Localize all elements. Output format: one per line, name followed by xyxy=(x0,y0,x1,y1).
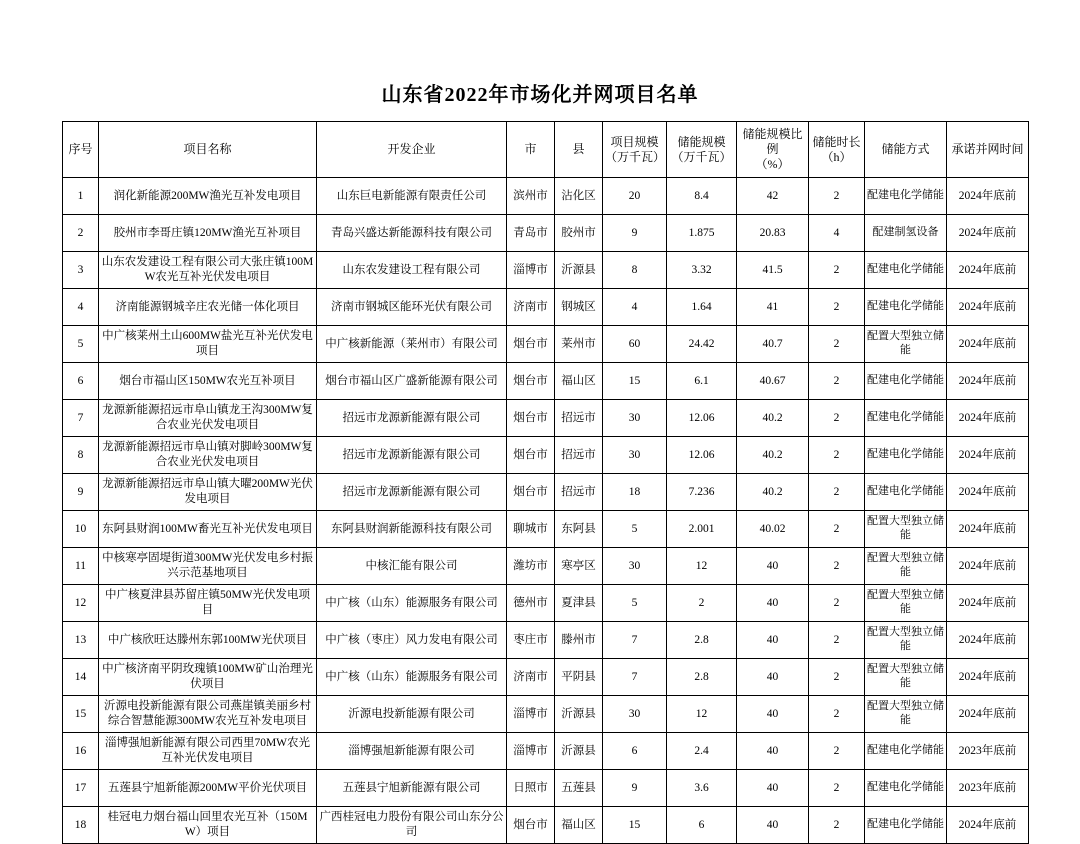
cell-index: 4 xyxy=(63,289,99,326)
cell-index: 10 xyxy=(63,511,99,548)
cell-storage-mode: 配建电化学储能 xyxy=(865,733,947,770)
cell-index: 3 xyxy=(63,252,99,289)
cell-project-scale: 5 xyxy=(603,585,667,622)
cell-storage-mode: 配置大型独立储能 xyxy=(865,548,947,585)
cell-storage-mode: 配建电化学储能 xyxy=(865,252,947,289)
table-row xyxy=(63,770,1029,807)
cell-index: 2 xyxy=(63,215,99,252)
cell-county: 福山区 xyxy=(555,807,603,844)
column-header-project-scale-line2: （万千瓦） xyxy=(605,149,666,164)
cell-storage-mode: 配建电化学储能 xyxy=(865,770,947,807)
cell-promise-time: 2024年底前 xyxy=(947,511,1029,548)
column-header-storage-mode xyxy=(865,122,947,178)
cell-city: 烟台市 xyxy=(507,400,555,437)
cell-city: 淄博市 xyxy=(507,733,555,770)
project-listing-table xyxy=(62,121,1029,844)
cell-project-name: 中广核济南平阴玫瑰镇100MW矿山治理光伏项目 xyxy=(99,659,317,696)
cell-developer: 济南市钢城区能环光伏有限公司 xyxy=(317,289,507,326)
cell-project-name: 中广核莱州土山600MW盐光互补光伏发电项目 xyxy=(99,326,317,363)
table-row xyxy=(63,437,1029,474)
column-header-county xyxy=(555,122,603,178)
cell-city: 淄博市 xyxy=(507,252,555,289)
cell-index: 5 xyxy=(63,326,99,363)
cell-promise-time: 2024年底前 xyxy=(947,585,1029,622)
cell-index: 11 xyxy=(63,548,99,585)
cell-storage-ratio: 40 xyxy=(737,807,809,844)
cell-promise-time: 2024年底前 xyxy=(947,363,1029,400)
column-header-storage-ratio-line1: 储能规模比例 xyxy=(742,127,803,156)
cell-index: 7 xyxy=(63,400,99,437)
cell-storage-mode: 配建电化学储能 xyxy=(865,178,947,215)
cell-storage-ratio: 40 xyxy=(737,659,809,696)
cell-index: 15 xyxy=(63,696,99,733)
cell-storage-hours: 2 xyxy=(809,511,865,548)
cell-promise-time: 2024年底前 xyxy=(947,326,1029,363)
cell-storage-mode: 配建制氢设备 xyxy=(865,215,947,252)
cell-project-scale: 20 xyxy=(603,178,667,215)
cell-developer: 中广核（山东）能源服务有限公司 xyxy=(317,659,507,696)
cell-storage-scale: 2.8 xyxy=(667,622,737,659)
cell-project-name: 润化新能源200MW渔光互补发电项目 xyxy=(99,178,317,215)
cell-project-name: 龙源新能源招远市阜山镇龙王沟300MW复合农业光伏发电项目 xyxy=(99,400,317,437)
cell-project-name: 济南能源钢城辛庄农光储一体化项目 xyxy=(99,289,317,326)
cell-storage-ratio: 40.2 xyxy=(737,437,809,474)
cell-project-name: 烟台市福山区150MW农光互补项目 xyxy=(99,363,317,400)
cell-developer: 中广核新能源（莱州市）有限公司 xyxy=(317,326,507,363)
cell-storage-hours: 2 xyxy=(809,178,865,215)
cell-storage-scale: 1.64 xyxy=(667,289,737,326)
cell-city: 烟台市 xyxy=(507,474,555,511)
cell-promise-time: 2023年底前 xyxy=(947,733,1029,770)
table-container xyxy=(0,121,1080,844)
cell-storage-hours: 4 xyxy=(809,215,865,252)
cell-index: 12 xyxy=(63,585,99,622)
column-header-index xyxy=(63,122,99,178)
cell-storage-mode: 配置大型独立储能 xyxy=(865,696,947,733)
cell-city: 济南市 xyxy=(507,289,555,326)
cell-project-scale: 7 xyxy=(603,659,667,696)
cell-promise-time: 2024年底前 xyxy=(947,252,1029,289)
cell-index: 14 xyxy=(63,659,99,696)
cell-developer: 山东农发建设工程有限公司 xyxy=(317,252,507,289)
cell-storage-ratio: 40 xyxy=(737,585,809,622)
cell-city: 潍坊市 xyxy=(507,548,555,585)
cell-project-name: 胶州市李哥庄镇120MW渔光互补项目 xyxy=(99,215,317,252)
cell-storage-mode: 配置大型独立储能 xyxy=(865,511,947,548)
cell-project-scale: 60 xyxy=(603,326,667,363)
cell-storage-scale: 7.236 xyxy=(667,474,737,511)
cell-storage-scale: 2 xyxy=(667,585,737,622)
cell-developer: 中核汇能有限公司 xyxy=(317,548,507,585)
cell-promise-time: 2024年底前 xyxy=(947,289,1029,326)
cell-project-name: 东阿县财润100MW畜光互补光伏发电项目 xyxy=(99,511,317,548)
cell-project-scale: 6 xyxy=(603,733,667,770)
column-header-developer xyxy=(317,122,507,178)
cell-storage-hours: 2 xyxy=(809,363,865,400)
cell-promise-time: 2024年底前 xyxy=(947,696,1029,733)
table-row xyxy=(63,363,1029,400)
cell-project-scale: 30 xyxy=(603,437,667,474)
cell-storage-hours: 2 xyxy=(809,770,865,807)
cell-city: 滨州市 xyxy=(507,178,555,215)
cell-storage-hours: 2 xyxy=(809,400,865,437)
cell-project-scale: 4 xyxy=(603,289,667,326)
cell-index: 9 xyxy=(63,474,99,511)
cell-storage-ratio: 40 xyxy=(737,770,809,807)
cell-storage-scale: 2.001 xyxy=(667,511,737,548)
cell-storage-mode: 配建电化学储能 xyxy=(865,437,947,474)
cell-project-scale: 30 xyxy=(603,400,667,437)
cell-storage-scale: 6 xyxy=(667,807,737,844)
cell-project-scale: 9 xyxy=(603,770,667,807)
cell-index: 17 xyxy=(63,770,99,807)
cell-storage-ratio: 41 xyxy=(737,289,809,326)
cell-storage-ratio: 40.2 xyxy=(737,400,809,437)
cell-project-scale: 15 xyxy=(603,807,667,844)
cell-storage-hours: 2 xyxy=(809,474,865,511)
table-row xyxy=(63,289,1029,326)
cell-project-name: 中广核夏津县苏留庄镇50MW光伏发电项目 xyxy=(99,585,317,622)
cell-city: 淄博市 xyxy=(507,696,555,733)
cell-storage-hours: 2 xyxy=(809,659,865,696)
cell-storage-ratio: 40 xyxy=(737,622,809,659)
cell-county: 胶州市 xyxy=(555,215,603,252)
cell-developer: 招远市龙源新能源有限公司 xyxy=(317,437,507,474)
cell-storage-scale: 3.6 xyxy=(667,770,737,807)
cell-project-scale: 5 xyxy=(603,511,667,548)
cell-county: 夏津县 xyxy=(555,585,603,622)
cell-promise-time: 2024年底前 xyxy=(947,437,1029,474)
cell-index: 16 xyxy=(63,733,99,770)
cell-project-name: 中广核欣旺达滕州东郭100MW光伏项目 xyxy=(99,622,317,659)
cell-county: 平阴县 xyxy=(555,659,603,696)
cell-county: 招远市 xyxy=(555,400,603,437)
cell-project-name: 淄博强旭新能源有限公司西里70MW农光互补光伏发电项目 xyxy=(99,733,317,770)
column-header-storage-scale-line2: （万千瓦） xyxy=(671,149,732,164)
cell-developer: 广西桂冠电力股份有限公司山东分公司 xyxy=(317,807,507,844)
cell-county: 沂源县 xyxy=(555,696,603,733)
cell-project-name: 五莲县宁旭新能源200MW平价光伏项目 xyxy=(99,770,317,807)
table-row xyxy=(63,548,1029,585)
cell-storage-hours: 2 xyxy=(809,289,865,326)
table-header-row xyxy=(63,122,1029,178)
column-header-index-line1: 序号 xyxy=(68,142,93,156)
cell-county: 五莲县 xyxy=(555,770,603,807)
cell-storage-ratio: 40.7 xyxy=(737,326,809,363)
cell-storage-scale: 3.32 xyxy=(667,252,737,289)
column-header-city-line1: 市 xyxy=(524,142,537,156)
cell-county: 滕州市 xyxy=(555,622,603,659)
cell-project-name: 山东农发建设工程有限公司大张庄镇100MW农光互补光伏发电项目 xyxy=(99,252,317,289)
column-header-project-name xyxy=(99,122,317,178)
column-header-city xyxy=(507,122,555,178)
cell-city: 青岛市 xyxy=(507,215,555,252)
column-header-project-scale xyxy=(603,122,667,178)
table-row xyxy=(63,400,1029,437)
table-row xyxy=(63,807,1029,844)
cell-storage-hours: 2 xyxy=(809,252,865,289)
column-header-project-scale-line1: 项目规模 xyxy=(610,134,659,149)
cell-developer: 东阿县财润新能源科技有限公司 xyxy=(317,511,507,548)
cell-county: 招远市 xyxy=(555,474,603,511)
cell-developer: 烟台市福山区广盛新能源有限公司 xyxy=(317,363,507,400)
cell-promise-time: 2024年底前 xyxy=(947,474,1029,511)
cell-promise-time: 2024年底前 xyxy=(947,548,1029,585)
table-row xyxy=(63,326,1029,363)
cell-storage-mode: 配置大型独立储能 xyxy=(865,326,947,363)
cell-city: 济南市 xyxy=(507,659,555,696)
cell-county: 沾化区 xyxy=(555,178,603,215)
column-header-storage-ratio-line2: （%） xyxy=(755,157,790,171)
cell-storage-scale: 2.4 xyxy=(667,733,737,770)
cell-developer: 招远市龙源新能源有限公司 xyxy=(317,400,507,437)
column-header-storage-scale xyxy=(667,122,737,178)
cell-storage-scale: 1.875 xyxy=(667,215,737,252)
cell-county: 招远市 xyxy=(555,437,603,474)
cell-project-name: 沂源电投新能源有限公司燕崖镇美丽乡村综合智慧能源300MW农光互补发电项目 xyxy=(99,696,317,733)
cell-storage-ratio: 40.02 xyxy=(737,511,809,548)
column-header-project-name-line1: 项目名称 xyxy=(183,142,232,156)
cell-city: 烟台市 xyxy=(507,437,555,474)
cell-index: 13 xyxy=(63,622,99,659)
cell-storage-scale: 8.4 xyxy=(667,178,737,215)
cell-developer: 沂源电投新能源有限公司 xyxy=(317,696,507,733)
cell-storage-scale: 2.8 xyxy=(667,659,737,696)
table-row xyxy=(63,585,1029,622)
cell-county: 寒亭区 xyxy=(555,548,603,585)
cell-promise-time: 2024年底前 xyxy=(947,659,1029,696)
table-row xyxy=(63,659,1029,696)
cell-promise-time: 2024年底前 xyxy=(947,178,1029,215)
cell-storage-mode: 配建电化学储能 xyxy=(865,807,947,844)
cell-developer: 中广核（枣庄）风力发电有限公司 xyxy=(317,622,507,659)
cell-index: 1 xyxy=(63,178,99,215)
cell-storage-ratio: 41.5 xyxy=(737,252,809,289)
table-row xyxy=(63,696,1029,733)
cell-city: 日照市 xyxy=(507,770,555,807)
cell-storage-mode: 配建电化学储能 xyxy=(865,289,947,326)
cell-city: 聊城市 xyxy=(507,511,555,548)
cell-city: 德州市 xyxy=(507,585,555,622)
cell-developer: 中广核（山东）能源服务有限公司 xyxy=(317,585,507,622)
cell-index: 8 xyxy=(63,437,99,474)
cell-storage-ratio: 40 xyxy=(737,548,809,585)
cell-storage-mode: 配置大型独立储能 xyxy=(865,585,947,622)
cell-developer: 招远市龙源新能源有限公司 xyxy=(317,474,507,511)
column-header-developer-line1: 开发企业 xyxy=(387,142,436,156)
table-row xyxy=(63,474,1029,511)
cell-county: 福山区 xyxy=(555,363,603,400)
table-row xyxy=(63,178,1029,215)
cell-storage-hours: 2 xyxy=(809,807,865,844)
column-header-promise-time-line1: 承诺并网时间 xyxy=(951,142,1024,156)
cell-developer: 青岛兴盛达新能源科技有限公司 xyxy=(317,215,507,252)
cell-developer: 五莲县宁旭新能源有限公司 xyxy=(317,770,507,807)
cell-developer: 山东巨电新能源有限责任公司 xyxy=(317,178,507,215)
cell-project-name: 桂冠电力烟台福山回里农光互补（150MW）项目 xyxy=(99,807,317,844)
cell-storage-scale: 12.06 xyxy=(667,437,737,474)
table-row xyxy=(63,215,1029,252)
cell-city: 枣庄市 xyxy=(507,622,555,659)
cell-county: 莱州市 xyxy=(555,326,603,363)
cell-promise-time: 2024年底前 xyxy=(947,215,1029,252)
cell-city: 烟台市 xyxy=(507,807,555,844)
cell-project-scale: 15 xyxy=(603,363,667,400)
cell-storage-hours: 2 xyxy=(809,585,865,622)
cell-storage-scale: 24.42 xyxy=(667,326,737,363)
cell-storage-mode: 配建电化学储能 xyxy=(865,400,947,437)
table-row xyxy=(63,622,1029,659)
cell-project-name: 中核寒亭固堤街道300MW光伏发电乡村振兴示范基地项目 xyxy=(99,548,317,585)
cell-storage-hours: 2 xyxy=(809,326,865,363)
cell-storage-hours: 2 xyxy=(809,696,865,733)
table-row xyxy=(63,511,1029,548)
table-body xyxy=(63,178,1029,844)
cell-storage-hours: 2 xyxy=(809,622,865,659)
cell-project-scale: 18 xyxy=(603,474,667,511)
cell-storage-scale: 12 xyxy=(667,696,737,733)
cell-city: 烟台市 xyxy=(507,363,555,400)
cell-county: 东阿县 xyxy=(555,511,603,548)
column-header-storage-mode-line1: 储能方式 xyxy=(881,142,930,156)
column-header-county-line1: 县 xyxy=(572,142,585,156)
cell-storage-ratio: 20.83 xyxy=(737,215,809,252)
column-header-storage-ratio xyxy=(737,122,809,178)
cell-project-scale: 30 xyxy=(603,548,667,585)
cell-project-name: 龙源新能源招远市阜山镇对脚岭300MW复合农业光伏发电项目 xyxy=(99,437,317,474)
cell-storage-ratio: 40.2 xyxy=(737,474,809,511)
cell-developer: 淄博强旭新能源有限公司 xyxy=(317,733,507,770)
cell-index: 18 xyxy=(63,807,99,844)
cell-project-scale: 7 xyxy=(603,622,667,659)
cell-storage-mode: 配置大型独立储能 xyxy=(865,622,947,659)
cell-storage-ratio: 42 xyxy=(737,178,809,215)
page-title: 山东省2022年市场化并网项目名单 xyxy=(381,84,699,106)
cell-storage-mode: 配建电化学储能 xyxy=(865,363,947,400)
cell-storage-scale: 12.06 xyxy=(667,400,737,437)
cell-county: 钢城区 xyxy=(555,289,603,326)
column-header-promise-time xyxy=(947,122,1029,178)
cell-storage-ratio: 40 xyxy=(737,696,809,733)
cell-index: 6 xyxy=(63,363,99,400)
table-row xyxy=(63,252,1029,289)
cell-storage-ratio: 40.67 xyxy=(737,363,809,400)
cell-county: 沂源县 xyxy=(555,733,603,770)
cell-storage-hours: 2 xyxy=(809,733,865,770)
cell-promise-time: 2024年底前 xyxy=(947,807,1029,844)
cell-county: 沂源县 xyxy=(555,252,603,289)
cell-storage-scale: 6.1 xyxy=(667,363,737,400)
cell-storage-hours: 2 xyxy=(809,548,865,585)
cell-storage-ratio: 40 xyxy=(737,733,809,770)
column-header-storage-hours xyxy=(809,122,865,178)
cell-storage-hours: 2 xyxy=(809,437,865,474)
cell-promise-time: 2024年底前 xyxy=(947,400,1029,437)
cell-storage-mode: 配建电化学储能 xyxy=(865,474,947,511)
cell-promise-time: 2024年底前 xyxy=(947,622,1029,659)
column-header-storage-scale-line1: 储能规模 xyxy=(677,134,726,149)
column-header-storage-hours-line1: 储能时长 xyxy=(812,134,861,149)
table-header xyxy=(63,122,1029,178)
cell-storage-scale: 12 xyxy=(667,548,737,585)
cell-project-scale: 9 xyxy=(603,215,667,252)
cell-city: 烟台市 xyxy=(507,326,555,363)
cell-storage-mode: 配置大型独立储能 xyxy=(865,659,947,696)
cell-promise-time: 2023年底前 xyxy=(947,770,1029,807)
cell-project-scale: 8 xyxy=(603,252,667,289)
cell-project-name: 龙源新能源招远市阜山镇大曜200MW光伏发电项目 xyxy=(99,474,317,511)
column-header-storage-hours-line2: （h） xyxy=(821,149,852,164)
cell-project-scale: 30 xyxy=(603,696,667,733)
